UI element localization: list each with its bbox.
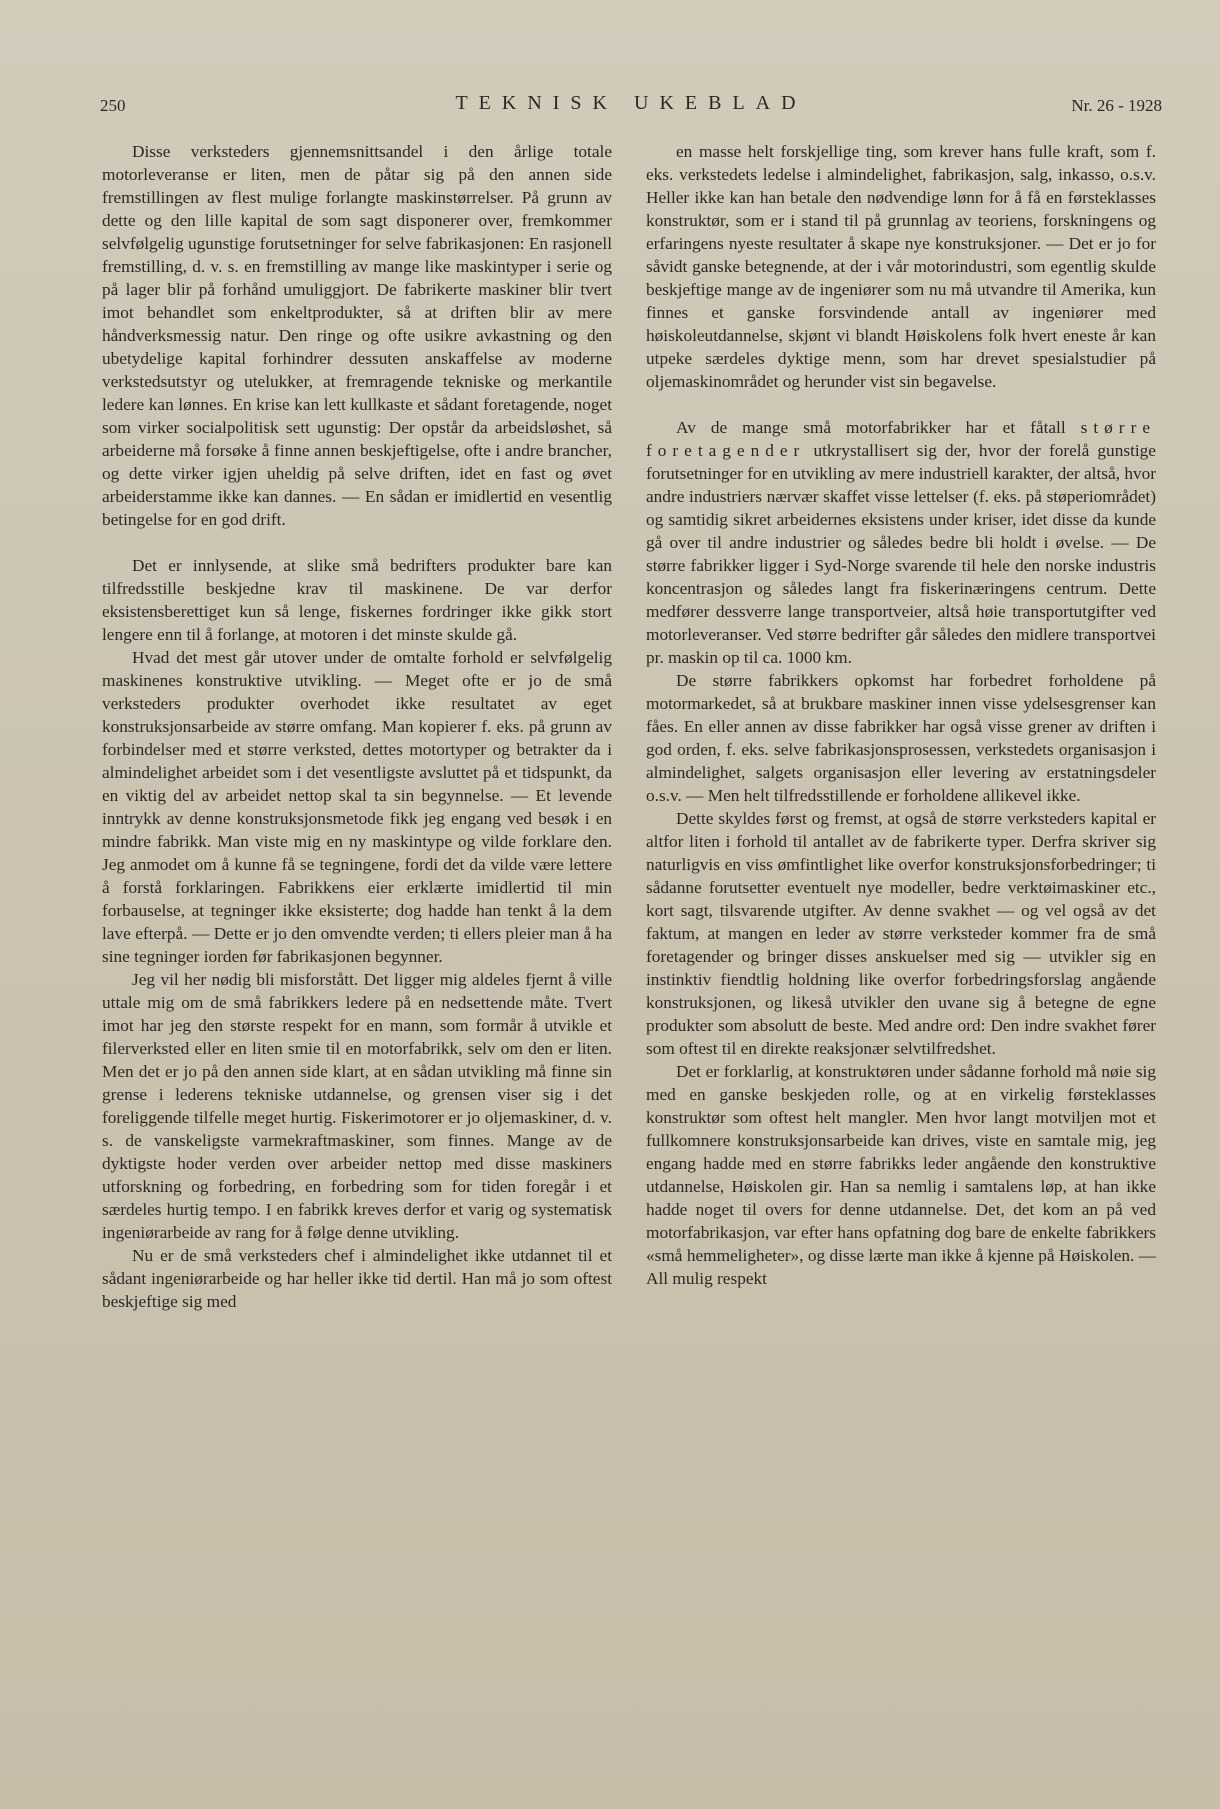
paragraph: Jeg vil her nødig bli misforstått. Det ligger mig aldeles fjernt å ville uttale mig om de små fabrikkers ledere på en nedsettende måte. Tvert imot har jeg den største respekt for en mann, som formår å utvikle et filerverksted eller en liten smie til en motorfabrikk, selv om den er liten. Men det er jo på den annen side klart, at en sådan utvikling må finne sin grense i lederens tekniske utdannelse, og grensen viser sig i det foreliggende tilfelle meget hurtig. Fiskerimotorer er jo oljemaskiner, d. v. s. de vanskeligste varmekraftmaskiner, som finnes. Mange av de dyktigste hoder verden over arbeider nettop med disse maskiners utforskning og forbedring, en forbedring som for tiden foregår i et særdeles hurtig tempo. I en fabrikk kreves derfor et varig og systematisk ingeniørarbeide av rang for å følge denne utvikling. xyxy=(102,970,612,1242)
issue-number: Nr. 26 - 1928 xyxy=(1071,96,1162,115)
paragraph: Hvad det mest går utover under de omtalte forhold er selvfølgelig maskinenes konstruktive utvikling. — Meget ofte er jo de små verksteders produkter overhodet ikke resultatet av eget konstruksjonsarbeide av større omfang. Man kopierer f. eks. på grunn av forbindelser med et større verksted, dettes motortyper og betrakter da i almindelighet arbeidet som i det vesentligste avsluttet på et tidspunkt, da en viktig del av arbeidet nettop skal ta sin begynnelse. — Et levende inntrykk av denne konstruksjonsmetode fikk jeg engang ved besøk i en mindre fabrikk. Man viste mig en ny maskintype og vilde forklare den. Jeg anmodet om å kunne få se tegningene, fordi det da vilde være lettere å forstå forklaringen. Fabrikkens eier erklærte imidlertid til min forbauselse, at tegninger ikke eksisterte; dog hadde han tenkt å la dem lave efterpå. — Dette er jo den omvendte verden; ti ellers pleier man å ha sine tegninger iorden før fabrikasjonen begynner. xyxy=(102,648,612,966)
left-column xyxy=(102,140,612,1313)
emphasized-term: større foretagender xyxy=(646,418,1156,460)
page-header xyxy=(100,92,1162,122)
paragraph: Det er innlysende, at slike små bedrifters produkter bare kan tilfredsstille beskjedne krav til maskinene. De var derfor eksistensberettiget kun så lenge, fiskernes fordringer ikke gikk stort lengere enn til å forlange, at motoren i det minste skulde gå. xyxy=(102,556,612,644)
paragraph-continuation: utkrystallisert sig der, hvor der forelå gunstige forutsetninger for en utvikling av mere industriell karakter, der altså, hvor andre industriers nærvær skaffet visse lettelser (f. eks. på støperiområdet) og samtidig sikret arbeidernes eksistens under kriser, idet disse da kunde gå over til andre industrier og således bedre bli holdt i øvelse. — De større fabrikker ligger i Syd-Norge svarende til hele den norske industris koncentrasjon og således langt fra fiskerinæringens centrum. Dette medfører dessverre lange transportveier, altså høie transportutgifter ved motorleveranser. Ved større bedrifter går således den midlere transportvei pr. maskin op til ca. 1000 km. xyxy=(646,441,1156,667)
paragraph-lead: Av de mange små motorfabrikker har et fåtall xyxy=(676,418,1066,437)
right-column xyxy=(646,140,1156,1290)
journal-title: TEKNISK UKEBLAD xyxy=(455,92,807,114)
paragraph: Nu er de små verksteders chef i almindelighet ikke utdannet til et sådant ingeniørarbeide og har heller ikke tid dertil. Han må jo som oftest beskjeftige sig med xyxy=(102,1246,612,1311)
page-number: 250 xyxy=(100,96,126,115)
paragraph: De større fabrikkers opkomst har forbedret forholdene på motormarkedet, så at brukbare maskiner innen visse ydelsesgrenser kan fåes. En eller annen av disse fabrikker har også visse grener av driften i god orden, f. eks. selve fabrikasjonsprosessen, verkstedets organisasjon i almindelighet, salgets organisasjon eller levering av erstatningsdeler o.s.v. — Men helt tilfredsstillende er forholdene allikevel ikke. xyxy=(646,671,1156,805)
paragraph: en masse helt forskjellige ting, som krever hans fulle kraft, som f. eks. verkstedets ledelse i almindelighet, fabrikasjon, salg, inkasso, o.s.v. Heller ikke kan han betale den nødvendige lønn for å få en førsteklasses konstruktør, som er i stand til på grunnlag av teoriens, forskningens og erfaringens nyeste resultater å skape nye konstruksjoner. — Det er jo for såvidt ganske betegnende, at der i vår motorindustri, som egentlig skulde beskjeftige mange av de ingeniører som nu må utvandre til Amerika, kun finnes et ganske forsvindende antall av ingeniører med høiskoleutdannelse, skjønt vi blandt Høiskolens folk hvert eneste år kan utpeke særdeles dyktige menn, som har drevet spesialstudier på oljemaskinområdet og herunder vist sin begavelse. xyxy=(646,142,1156,391)
paragraph: Disse verksteders gjennemsnittsandel i den årlige totale motorleveranse er liten, men de påtar sig på den annen side fremstillingen av flest mulige forlangte maskinstørrelser. På grunn av dette og den lille kapital de som sagt disponerer over, fremkommer selvfølgelig ugunstige forutsetninger for selve fabrikasjonen: En rasjonell fremstilling, d. v. s. en fremstilling av mange like maskintyper i serie og på lager blir på forhånd umuliggjort. De fabrikerte maskiner blir tvert imot behandlet som enkeltprodukter, så at driften blir av mere håndverksmessig natur. Den ringe og ofte usikre avkastning og den ubetydelige kapital forhindrer dessuten anskaffelse av moderne verkstedsutstyr og utelukker, at fremragende tekniske og merkantile ledere kan lønnes. En krise kan lett kullkaste et sådant foretagende, noget som virker socialpolitisk sett ugunstig: Der opstår da arbeidsløshet, så arbeiderne må forsøke å finne annen beskjeftigelse, ofte i andre brancher, og dette virker igjen uheldig på selve driften, idet en fast og øvet arbeiderstamme ikke kan dannes. — En sådan er imidlertid en vesentlig betingelse for en god drift. xyxy=(102,142,612,529)
paragraph: Det er forklarlig, at konstruktøren under sådanne forhold må nøie sig med en ganske beskjeden rolle, og at en virkelig førsteklasses konstruktør som oftest helt mangler. Men hvor langt motviljen mot et fullkomnere konstruksjonsarbeide kan drives, viste en samtale mig, jeg engang hadde med en større fabrikks leder angående den konstruktive utdannelse, Høiskolen gir. Han sa nemlig i samtalens løp, at han ikke hadde noget til overs for denne utdannelse. Det, det kom an på ved motorfabrikasjon, var efter hans opfatning dog bare de enkelte fabrikkers «små hemmeligheter», og disse lærte man ikke å kjenne på Høiskolen. — All mulig respekt xyxy=(646,1062,1156,1288)
paragraph xyxy=(646,416,1156,669)
paragraph: Dette skyldes først og fremst, at også de større verksteders kapital er altfor liten i forhold til antallet av de fabrikerte typer. Derfra skriver sig naturligvis en viss ømfintlighet like overfor konstruksjonsforbedringer; ti sådanne forutsetter eventuelt nye modeller, bedre verktøimaskiner etc., kort sagt, tilsvarende utgifter. Av denne svakhet — og vel også av det faktum, at mangen en leder av større verksteder kommer fra de små foretagender og bringer disses anskuelser med sig — utvikler sig en instinktiv fiendtlig holdning like overfor forbedringsforslag angående konstruksjonen, og likeså utvikler den uvane sig å betegne de egne produkter som absolutt de beste. Med andre ord: Den indre svakhet fører som oftest til en direkte reaksjonær selvtilfredshet. xyxy=(646,809,1156,1058)
